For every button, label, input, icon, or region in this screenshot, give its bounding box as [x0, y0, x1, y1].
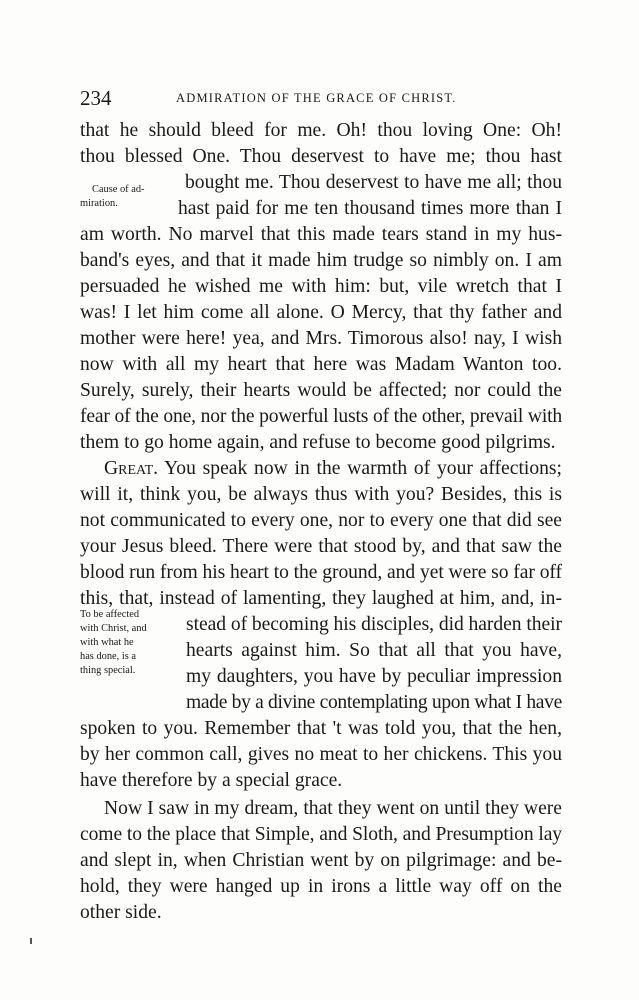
- body-line: and slept in, when Christian went by on pilgrimage: and be-: [80, 850, 562, 871]
- margin-note-2-line: thing special.: [80, 665, 136, 676]
- margin-note-1-line: miration.: [80, 198, 118, 209]
- body-line: have therefore by a special grace.: [80, 770, 343, 791]
- body-line: spoken to you. Remember that 't was told you, that the hen,: [80, 718, 562, 739]
- body-line: Now I saw in my dream, that they went on until they were: [104, 798, 562, 819]
- margin-note-1-line: Cause of ad-: [92, 184, 145, 195]
- body-line: thou blessed One. Thou deservest to have me; thou hast: [80, 146, 562, 167]
- body-line: will it, think you, be always thus with you? Besides, this is: [80, 484, 562, 505]
- body-line: other side.: [80, 902, 162, 923]
- body-line: hast paid for me ten thousand times more than I: [178, 198, 562, 219]
- page-number: 234: [80, 86, 112, 110]
- body-line: band's eyes, and that it made him trudge so nimbly on. I am: [80, 250, 562, 271]
- body-line: my daughters, you have by peculiar impression: [186, 666, 562, 687]
- body-line: your Jesus bleed. There were that stood by, and that saw the: [80, 536, 562, 557]
- page-header: [80, 86, 562, 108]
- print-speck: [30, 938, 32, 944]
- margin-note-2-line: has done, is a: [80, 651, 136, 662]
- body-line: blood run from his heart to the ground, and yet were so far off: [80, 562, 562, 583]
- margin-note-2-line: with Christ, and: [80, 623, 147, 634]
- body-line: that he should bleed for me. Oh! thou loving One: Oh!: [80, 120, 562, 141]
- margin-note-2-line: To be affected: [80, 609, 140, 620]
- body-line: stead of becoming his disciples, did harden their: [186, 614, 562, 635]
- margin-note-2-line: with what he: [80, 637, 134, 648]
- body-line: hold, they were hanged up in irons a little way off on the: [80, 876, 562, 897]
- body-line: come to the place that Simple, and Sloth, and Presumption lay: [80, 824, 562, 845]
- body-line: fear of the one, nor the powerful lusts of the other, prevail with: [80, 406, 562, 427]
- body-line: by her common call, gives no meat to her chickens. This you: [80, 744, 562, 765]
- body-line: this, that, instead of lamenting, they laughed at him, and, in-: [80, 588, 562, 609]
- body-line: [104, 456, 562, 482]
- body-line: hearts against him. So that all that you have,: [186, 640, 562, 661]
- running-head: ADMIRATION OF THE GRACE OF CHRIST.: [176, 91, 457, 105]
- body-line: persuaded he wished me with him: but, vile wretch that I: [80, 276, 562, 297]
- speaker-name: Great.: [104, 458, 159, 479]
- body-line: Surely, surely, their hearts would be affected; nor could the: [80, 380, 562, 401]
- body-line: mother were here! yea, and Mrs. Timorous also! nay, I wish: [80, 328, 562, 349]
- body-line: made by a divine contemplating upon what I have: [186, 692, 562, 713]
- body-line: bought me. Thou deservest to have me all; thou: [185, 172, 562, 193]
- body-line: them to go home again, and refuse to become good pilgrims.: [80, 432, 556, 453]
- body-line: not communicated to every one, nor to every one that did see: [80, 510, 562, 531]
- body-line: am worth. No marvel that this made tears stand in my hus-: [80, 224, 562, 245]
- body-line: was! I let him come all alone. O Mercy, that thy father and: [80, 302, 562, 323]
- body-line: now with all my heart that here was Madam Wanton too.: [80, 354, 562, 375]
- speech-text: You speak now in the warmth of your affections;: [164, 458, 562, 479]
